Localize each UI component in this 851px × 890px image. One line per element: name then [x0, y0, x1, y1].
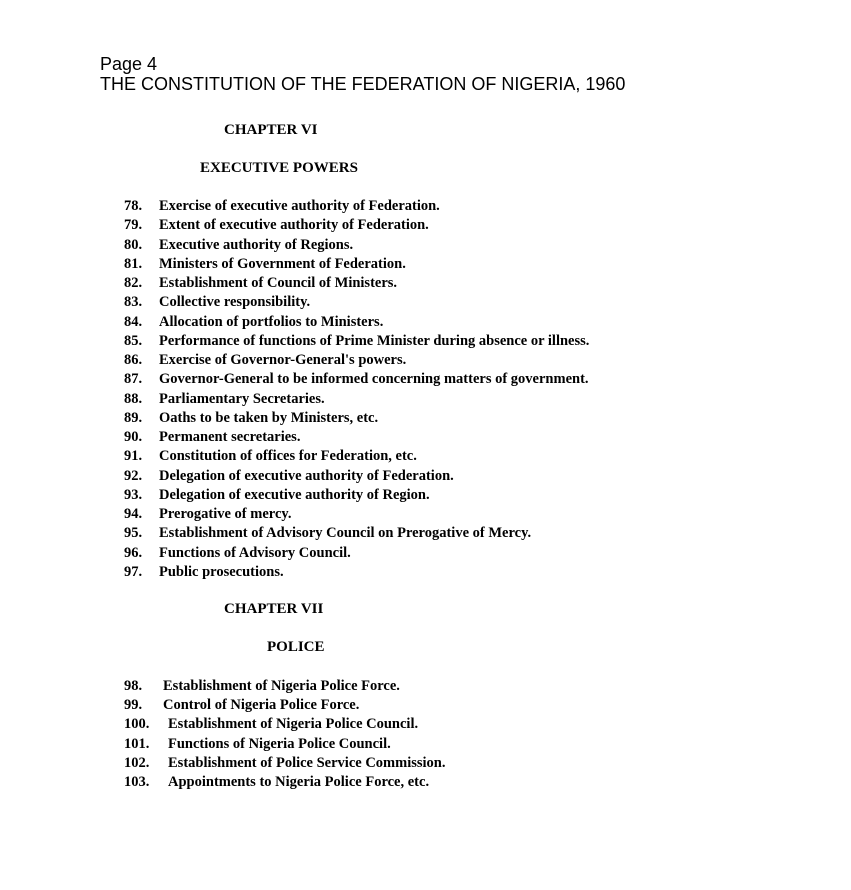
- section-title: Functions of Nigeria Police Council.: [168, 735, 391, 752]
- document-title: THE CONSTITUTION OF THE FEDERATION OF NIGERIA, 1960: [100, 74, 626, 94]
- section-number: 86.: [124, 352, 143, 368]
- section-title: Functions of Advisory Council.: [159, 544, 351, 561]
- section-title: Exercise of Governor-General's powers.: [159, 352, 407, 368]
- section-number: 92.: [124, 467, 143, 484]
- section-number: 103.: [124, 774, 150, 790]
- section-number: 83.: [124, 294, 143, 311]
- section-number: 98.: [124, 678, 143, 694]
- section-title: Establishment of Council of Ministers.: [159, 275, 398, 291]
- section-title: Delegation of executive authority of Federation.: [159, 467, 454, 484]
- chapter-6-heading: CHAPTER VI: [224, 122, 318, 138]
- section-number: 99.: [124, 697, 143, 714]
- section-number: 81.: [124, 255, 143, 272]
- section-title: Executive authority of Regions.: [159, 236, 354, 253]
- section-number: 80.: [124, 236, 143, 253]
- section-title: Establishment of Advisory Council on Prerogative of Mercy.: [159, 525, 532, 542]
- section-title: Performance of functions of Prime Minister during absence or illness.: [159, 332, 590, 349]
- section-title: Public prosecutions.: [159, 563, 284, 580]
- section-title: Prerogative of mercy.: [159, 506, 292, 522]
- section-number: 82.: [124, 275, 143, 291]
- section-number: 96.: [124, 544, 143, 561]
- section-title: Permanent secretaries.: [159, 429, 301, 445]
- section-number: 88.: [124, 390, 143, 407]
- section-number: 78.: [124, 198, 143, 214]
- section-number: 94.: [124, 506, 143, 522]
- section-number: 95.: [124, 525, 143, 542]
- chapter-7-heading: CHAPTER VII: [224, 601, 324, 617]
- section-number: 102.: [124, 754, 150, 771]
- section-title: Governor-General to be informed concerning matters of government.: [159, 371, 589, 388]
- section-title: Establishment of Nigeria Police Force.: [163, 678, 400, 694]
- section-title: Extent of executive authority of Federation.: [159, 217, 429, 234]
- section-number: 90.: [124, 429, 143, 445]
- section-title: Collective responsibility.: [159, 294, 311, 311]
- section-title: Delegation of executive authority of Region.: [159, 486, 430, 503]
- section-title: Exercise of executive authority of Federation.: [159, 198, 440, 214]
- section-number: 87.: [124, 371, 143, 388]
- section-number: 85.: [124, 332, 143, 349]
- section-title: Ministers of Government of Federation.: [159, 255, 406, 272]
- section-number: 91.: [124, 448, 143, 465]
- section-number: 89.: [124, 409, 143, 426]
- section-number: 100.: [124, 716, 150, 733]
- section-title: Establishment of Nigeria Police Council.: [168, 716, 419, 733]
- section-number: 101.: [124, 735, 150, 752]
- section-number: 84.: [124, 313, 143, 330]
- section-number: 79.: [124, 217, 143, 234]
- section-number: 97.: [124, 563, 143, 580]
- section-title: Establishment of Police Service Commission.: [168, 754, 446, 771]
- section-title: Allocation of portfolios to Ministers.: [159, 313, 384, 330]
- section-title: Constitution of offices for Federation, etc.: [159, 448, 417, 465]
- section-title: Parliamentary Secretaries.: [159, 390, 325, 407]
- section-number: 93.: [124, 486, 143, 503]
- page-number: Page 4: [100, 54, 158, 74]
- section-title: Control of Nigeria Police Force.: [163, 697, 360, 714]
- chapter-7-title: POLICE: [267, 639, 325, 655]
- chapter-6-title: EXECUTIVE POWERS: [200, 160, 358, 176]
- section-title: Oaths to be taken by Ministers, etc.: [159, 409, 379, 426]
- section-title: Appointments to Nigeria Police Force, etc.: [168, 774, 430, 790]
